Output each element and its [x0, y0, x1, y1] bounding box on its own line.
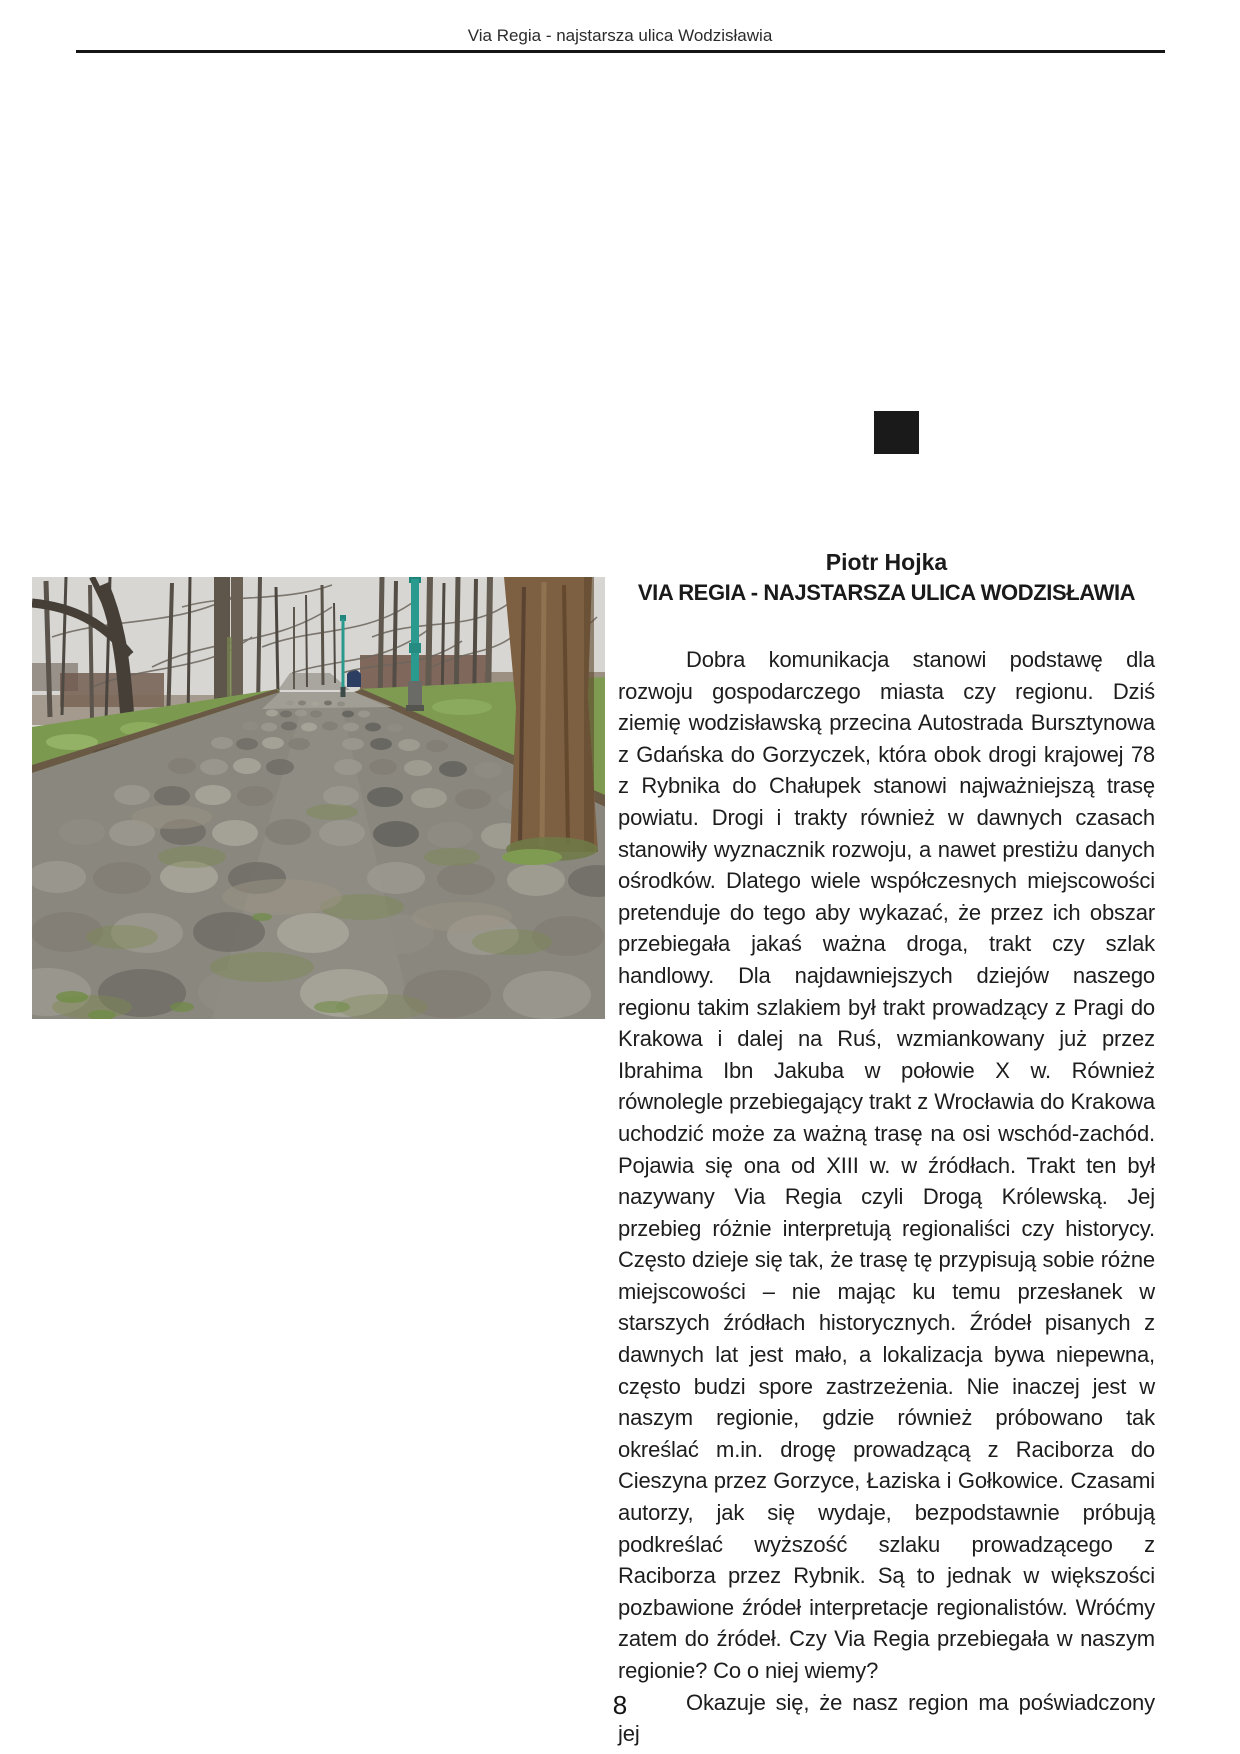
black-square-marker [874, 411, 919, 454]
header-rule [76, 50, 1165, 53]
article-paragraph: Dobra komunikacja stanowi podstawę dla rozwoju gospodarczego miasta czy regionu. Dziś ziemię wodzisławską przecina Autostrada Bursztynowa z Gdańska do Gorzyczek, która obok drogi krajowej 78 z Rybnika do Chałupek stanowi najważniejszą trasę powiatu. Drogi i trakty również w dawnych czasach stanowiły wyznacznik rozwoju, a nawet prestiżu danych ośrodków. Dlatego wiele współczesnych miejscowości pretenduje do tego aby wykazać, że przez ich obszar przebiegała jakaś ważna droga, trakt czy szlak handlowy. Dla najdawniejszych dziejów naszego regionu takim szlakiem był trakt prowadzący z Pragi do Krakowa i dalej na Ruś, wzmiankowany już przez Ibrahima Ibn Jakuba w połowie X w. Również równolegle przebiegający trakt z Wrocławia do Krakowa uchodzić może za ważną trasę na osi wschód-zachód. Pojawia się ona od XIII w. w źródłach. Trakt ten był nazywany Via Regia czyli Drogą Królewską. Jej przebieg różnie interpretują regionaliści czy historycy. Często dzieje się tak, że trasę tę przypisują sobie różne miejscowości – nie mając ku temu przesłanek w starszych źródłach historycznych. Źródeł pisanych z dawnych lat jest mało, a lokalizacja bywa niepewna, często budzi spore zastrzeżenia. Nie inaczej jest w naszym regionie, gdzie również próbowano tak określać m.in. drogę prowadzącą z Raciborza do Cieszyna przez Gorzyce, Łaziska i Gołkowice. Czasami autorzy, jak się wydaje, bezpodstawnie próbują podkreślać wyższość szlaku prowadzącego z Raciborza przez Rybnik. Są to jednak w większości pozbawione źródeł interpretacje regionalistów. Wróćmy zatem do źródeł. Czy Via Regia przebiegała w naszym regionie? Co o niej wiemy? [618, 647, 1155, 1683]
cobblestone-road-photo [32, 577, 605, 1019]
article-body [618, 644, 1155, 1750]
article-title: VIA REGIA - NAJSTARSZA ULICA WODZISŁAWIA [637, 580, 1136, 605]
page-number: 8 [612, 1690, 628, 1720]
cobblestone-road-illustration [32, 577, 605, 1019]
article-paragraph: Okazuje się, że nasz region ma poświadczony jej [618, 1689, 1155, 1747]
article-author: Piotr Hojka [825, 549, 948, 575]
running-header-title: Via Regia - najstarsza ulica Wodzisławia [467, 26, 773, 45]
large-tree-trunk [502, 577, 598, 865]
distant-door [347, 670, 361, 688]
article-column [618, 548, 1155, 1750]
